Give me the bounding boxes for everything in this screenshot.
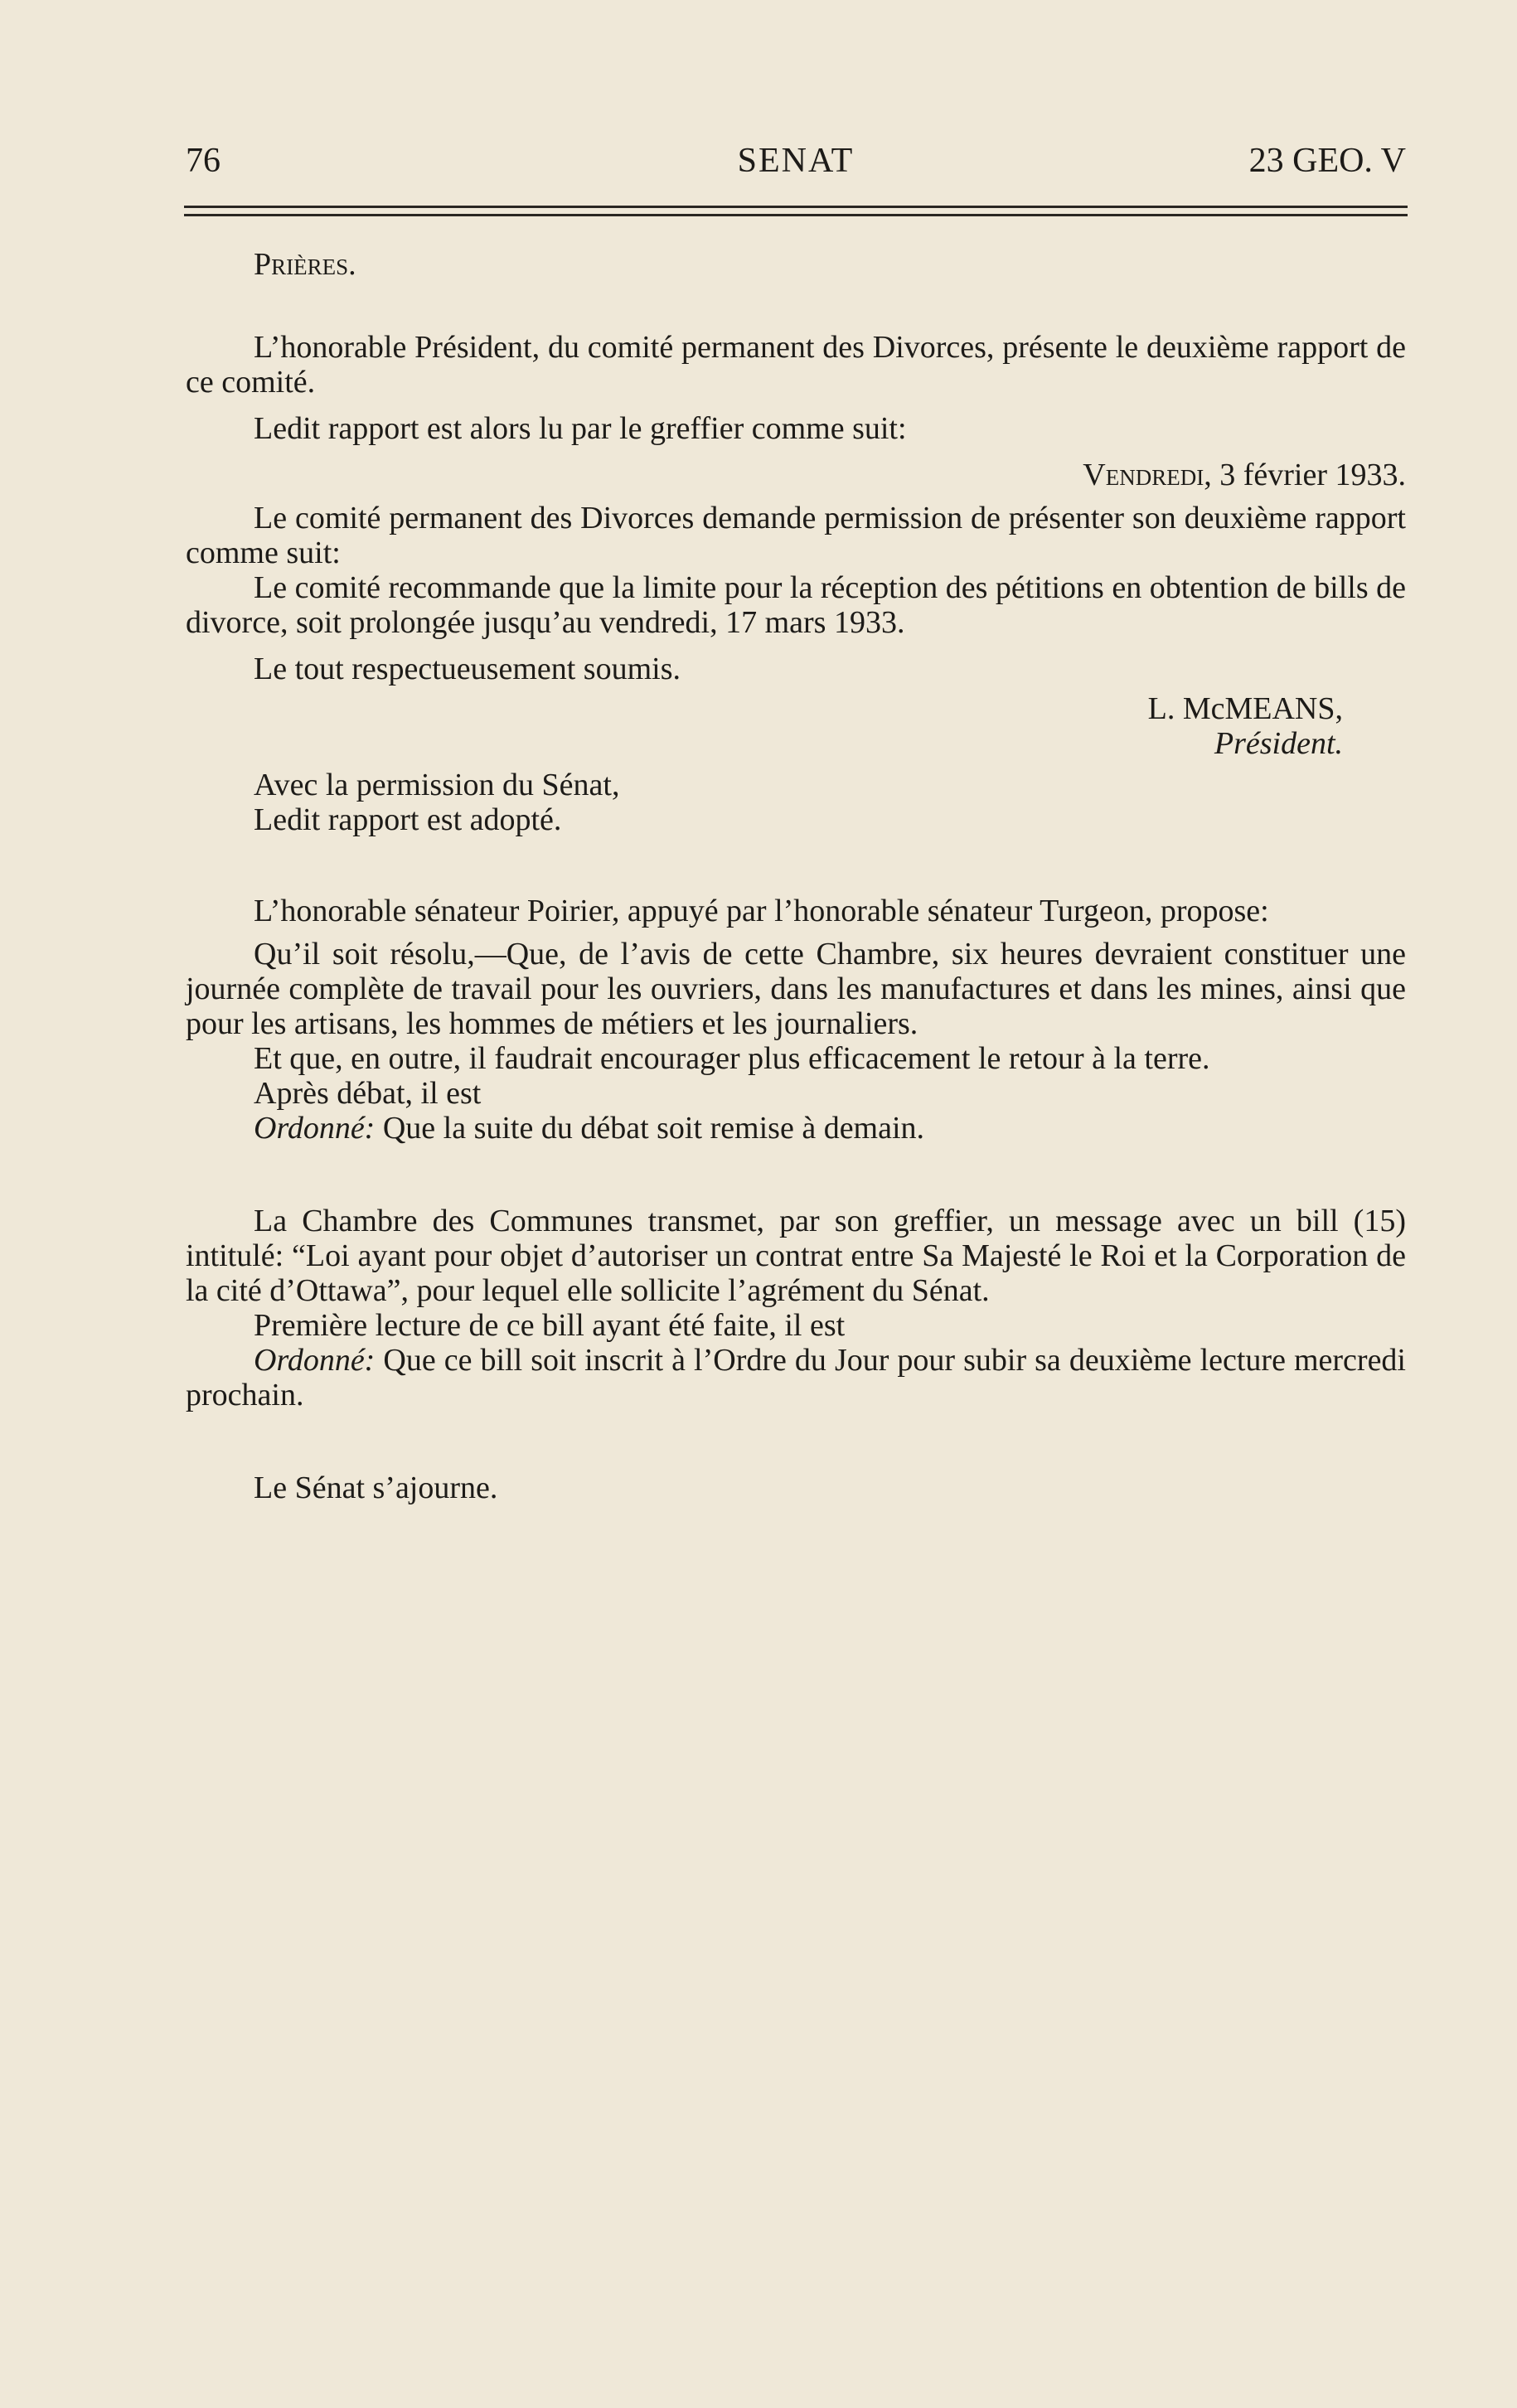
bill-ordered-text: Que ce bill soit inscrit à l’Ordre du Jour pour subir sa deuxième lecture mercredi prochain. bbox=[186, 1343, 1406, 1412]
bill-ordered bbox=[186, 1343, 1406, 1412]
report-paragraph-2: Le comité recommande que la limite pour la réception des pétitions en obtention de bills de divorce, soit prolongée jusqu’au vendredi, 17 mars 1933. bbox=[186, 570, 1406, 640]
motion-ordered-text: Que la suite du débat soit remise à demain. bbox=[375, 1111, 925, 1146]
commons-message: La Chambre des Communes transmet, par son greffier, un message avec un bill (15) intitulé: “Loi ayant pour objet d’autoriser un contrat entre Sa Majesté le Roi et la Corporation de la cité d’Ottawa”, pour lequel elle sollicite l’agrément du Sénat. bbox=[186, 1204, 1406, 1308]
page-number: 76 bbox=[186, 142, 221, 180]
signer-role: Président. bbox=[1214, 726, 1343, 761]
report-date-day: Vendredi, bbox=[1083, 458, 1212, 492]
first-reading-line: Première lecture de ce bill ayant été faite, il est bbox=[254, 1308, 846, 1343]
page-header bbox=[186, 141, 1406, 184]
header-rule-bottom bbox=[184, 214, 1408, 216]
header-rule-top bbox=[184, 206, 1408, 208]
motion-further: Et que, en outre, il faudrait encourager plus efficacement le retour à la terre. bbox=[254, 1041, 1210, 1076]
signer-name: L. McMEANS, bbox=[1147, 691, 1343, 726]
report-date-rest: 3 février 1933. bbox=[1211, 458, 1406, 492]
permission-line: Avec la permission du Sénat, bbox=[254, 768, 620, 802]
motion-ordered-label: Ordonné: bbox=[254, 1111, 376, 1146]
report-paragraph-1: Le comité permanent des Divorces demande permission de présenter son deuxième rapport comme suit: bbox=[186, 501, 1406, 570]
reign-label: 23 GEO. V bbox=[1248, 142, 1406, 180]
motion-intro: L’honorable sénateur Poirier, appuyé par l’honorable sénateur Turgeon, propose: bbox=[254, 894, 1269, 928]
motion-after-debate: Après débat, il est bbox=[254, 1076, 482, 1111]
report-submitted: Le tout respectueusement soumis. bbox=[254, 652, 681, 686]
report-date bbox=[186, 458, 1406, 492]
adopted-line: Ledit rapport est adopté. bbox=[254, 802, 562, 837]
prayers-heading: Prières. bbox=[254, 247, 356, 282]
bill-ordered-label: Ordonné: bbox=[254, 1343, 376, 1378]
report-read-line: Ledit rapport est alors lu par le greffier comme suit: bbox=[254, 411, 907, 446]
motion-resolved: Qu’il soit résolu,—Que, de l’avis de cette Chambre, six heures devraient constituer une journée complète de travail pour les ouvriers, dans les manufactures et dans les mines, ainsi que pour les artisans, les hommes de métiers et les journaliers. bbox=[186, 937, 1406, 1041]
motion-ordered bbox=[186, 1111, 1406, 1146]
running-title: SENAT bbox=[737, 142, 855, 180]
divorce-report-intro: L’honorable Président, du comité permanent des Divorces, présente le deuxième rapport de ce comité. bbox=[186, 330, 1406, 400]
adjournment-line: Le Sénat s’ajourne. bbox=[254, 1470, 498, 1505]
document-body bbox=[186, 240, 1406, 1505]
